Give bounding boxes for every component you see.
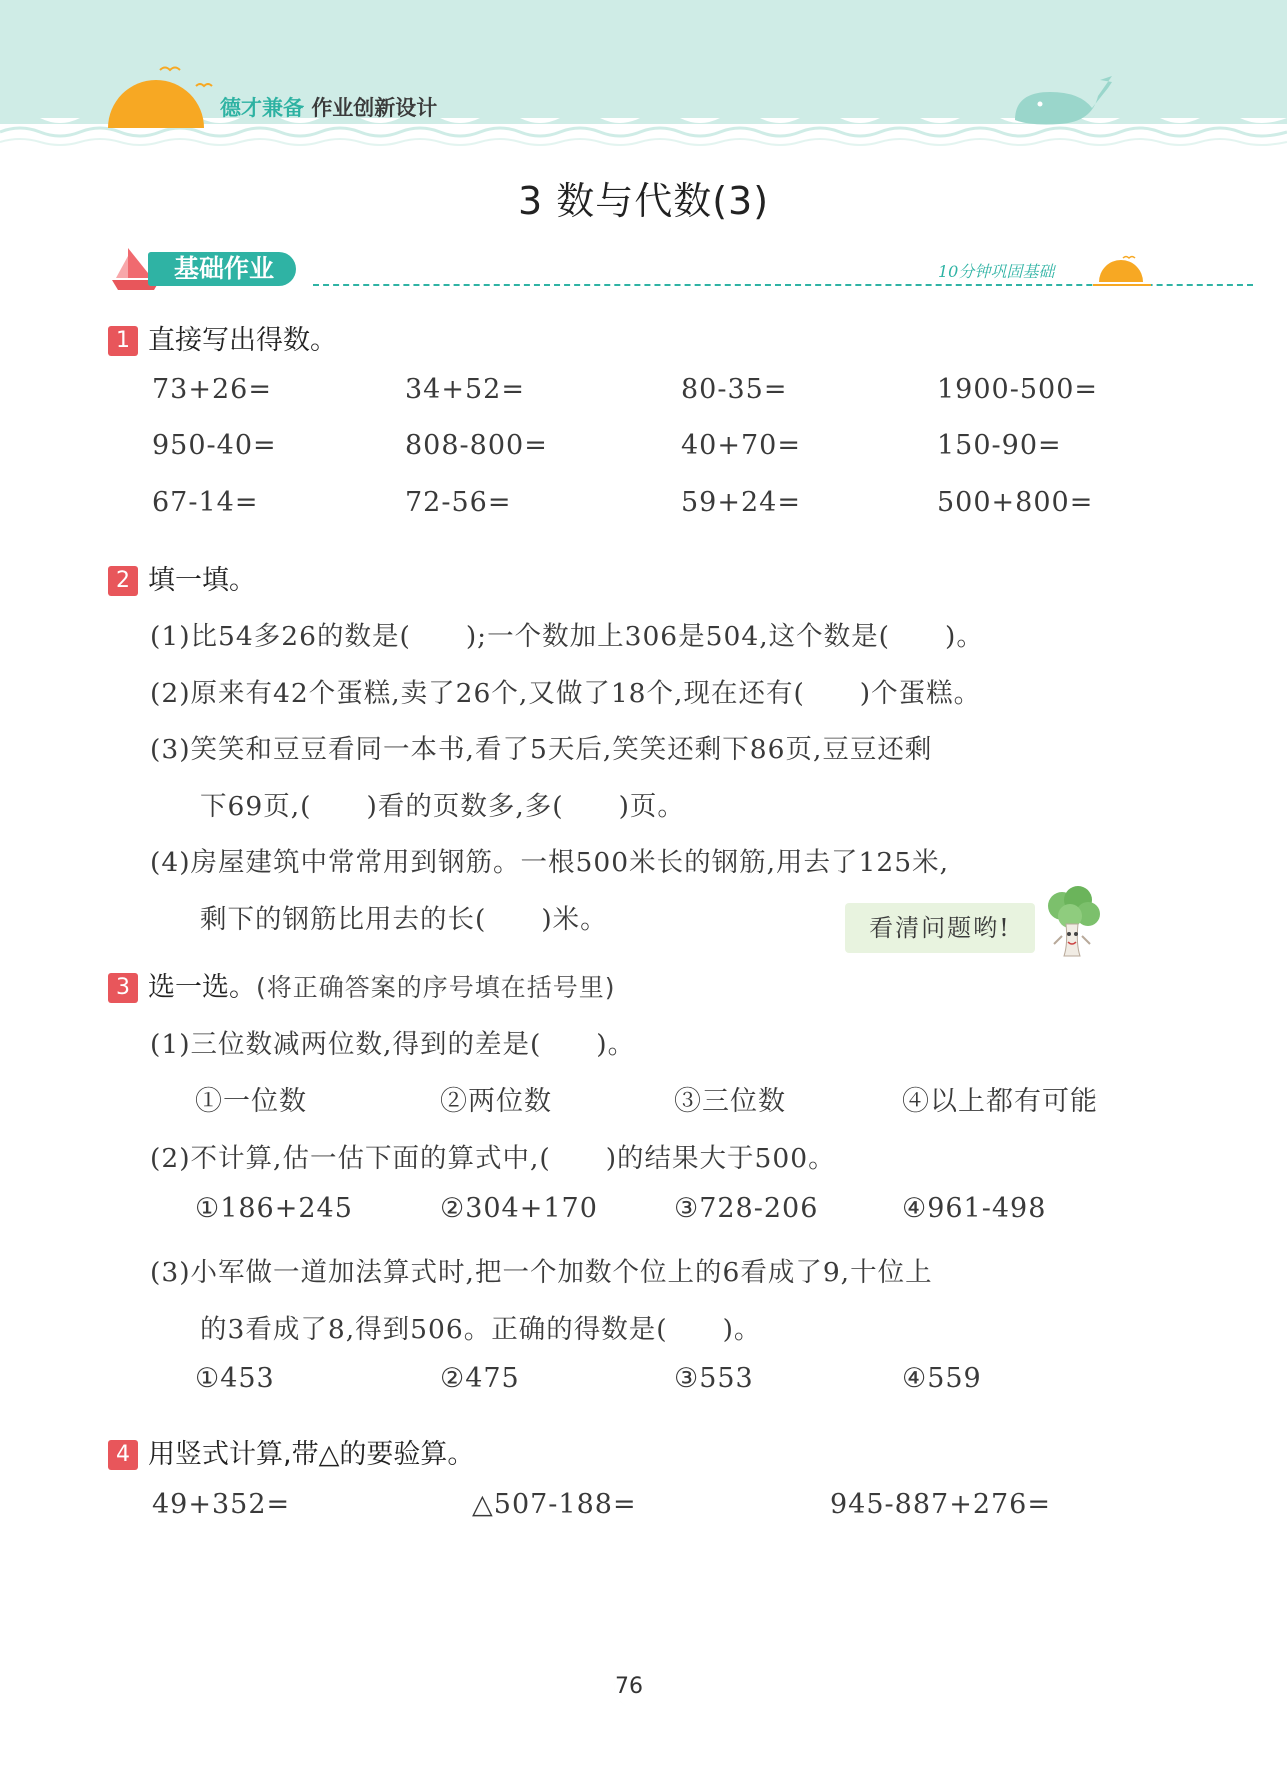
q3-item-line: (2)不计算,估一估下面的算式中,( )的结果大于500。 xyxy=(150,1143,836,1174)
q1-expression: 150-90= xyxy=(937,430,1062,461)
page-header xyxy=(0,0,1287,150)
sunset-icon xyxy=(1093,252,1153,290)
q3-item-line: 的3看成了8,得到506。正确的得数是( )。 xyxy=(200,1314,762,1345)
q3-heading xyxy=(108,965,616,1004)
q3-option: ②304+170 xyxy=(440,1193,598,1224)
q1-expression: 40+70= xyxy=(681,430,801,461)
section-note: 10分钟巩固基础 xyxy=(938,262,1055,281)
section-label: 基础作业 xyxy=(148,252,296,286)
q2-heading xyxy=(108,558,256,597)
q1-expression: 80-35= xyxy=(681,374,788,405)
tip-bubble: 看清问题哟! xyxy=(845,903,1035,953)
q3-option: ③三位数 xyxy=(674,1086,786,1117)
page-number: 76 xyxy=(615,1674,643,1699)
q2-line: 剩下的钢筋比用去的长( )米。 xyxy=(200,904,608,935)
q2-heading-text: 填一填。 xyxy=(148,565,256,596)
q3-item-line: (1)三位数减两位数,得到的差是( )。 xyxy=(150,1029,636,1060)
q1-heading-text: 直接写出得数。 xyxy=(148,325,337,356)
broccoli-mascot-icon xyxy=(1040,884,1104,964)
q3-subheading: (将正确答案的序号填在括号里) xyxy=(256,973,616,1002)
q1-expression: 73+26= xyxy=(152,374,272,405)
q4-expression: 945-887+276= xyxy=(830,1489,1051,1520)
q3-option: ②475 xyxy=(440,1363,520,1394)
q1-expression: 808-800= xyxy=(405,430,548,461)
q1-expression: 34+52= xyxy=(405,374,525,405)
q3-option: ②两位数 xyxy=(440,1086,552,1117)
q3-option: ③728-206 xyxy=(674,1193,819,1224)
q1-number-badge: 1 xyxy=(108,326,138,356)
q4-heading xyxy=(108,1432,474,1471)
q4-expression: △507-188= xyxy=(472,1489,637,1520)
q4-expression: 49+352= xyxy=(152,1489,291,1520)
q2-line: (1)比54多26的数是( );一个数加上306是504,这个数是( )。 xyxy=(150,621,984,652)
q1-expression: 72-56= xyxy=(405,487,512,518)
q3-option: ①186+245 xyxy=(195,1193,353,1224)
q3-option: ①一位数 xyxy=(195,1086,307,1117)
q1-expression: 67-14= xyxy=(152,487,259,518)
q3-option: ④559 xyxy=(902,1363,982,1394)
q1-expression: 59+24= xyxy=(681,487,801,518)
q3-option: ④以上都有可能 xyxy=(902,1086,1098,1117)
q4-number-badge: 4 xyxy=(108,1440,138,1470)
q4-heading-text: 用竖式计算,带△的要验算。 xyxy=(148,1439,475,1470)
q3-heading-text: 选一选。 xyxy=(148,972,256,1003)
header-decoration xyxy=(0,0,1287,150)
brand-name xyxy=(220,92,437,122)
q3-option: ④961-498 xyxy=(902,1193,1047,1224)
q2-line: 下69页,( )看的页数多,多( )页。 xyxy=(200,791,685,822)
q3-item-line: (3)小军做一道加法算式时,把一个加数个位上的6看成了9,十位上 xyxy=(150,1257,933,1288)
brand-part1: 德才兼备 xyxy=(220,96,304,120)
q1-expression: 500+800= xyxy=(937,487,1094,518)
q2-line: (4)房屋建筑中常常用到钢筋。一根500米长的钢筋,用去了125米, xyxy=(150,847,950,878)
q2-line: (3)笑笑和豆豆看同一本书,看了5天后,笑笑还剩下86页,豆豆还剩 xyxy=(150,734,933,765)
q2-line: (2)原来有42个蛋糕,卖了26个,又做了18个,现在还有( )个蛋糕。 xyxy=(150,678,982,709)
q1-expression: 1900-500= xyxy=(937,374,1098,405)
q3-option: ③553 xyxy=(674,1363,754,1394)
q3-number-badge: 3 xyxy=(108,973,138,1003)
section-bar xyxy=(108,244,1148,292)
q1-heading xyxy=(108,318,337,357)
q2-number-badge: 2 xyxy=(108,566,138,596)
q3-option: ①453 xyxy=(195,1363,275,1394)
brand-part2: 作业创新设计 xyxy=(311,96,438,120)
page-title: 3 数与代数(3) xyxy=(517,179,770,223)
q1-expression: 950-40= xyxy=(152,430,277,461)
